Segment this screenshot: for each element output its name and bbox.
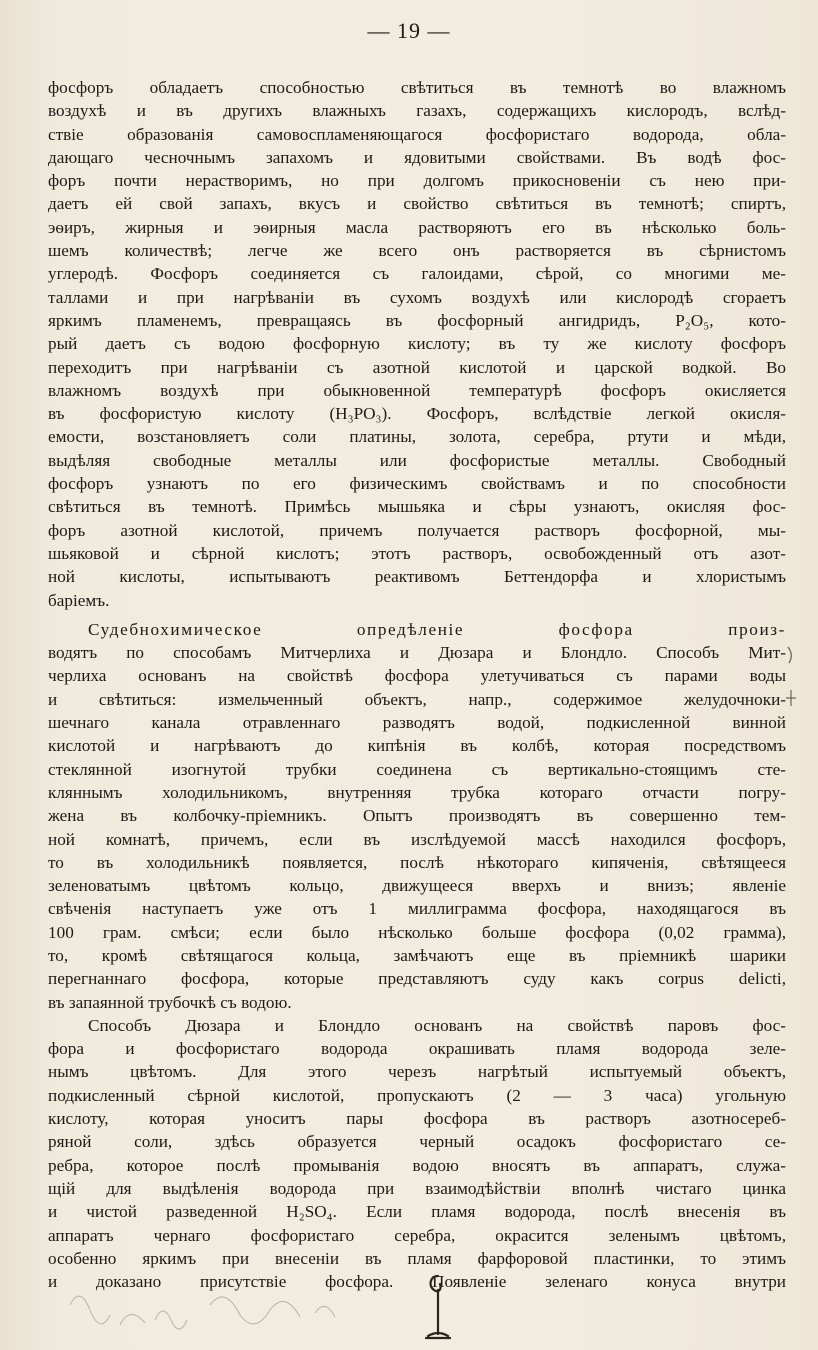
text-line: въ фосфористую кислоту (H₃PO₃). Фосфоръ, вслѣдствіе легкой окисля- xyxy=(48,404,786,424)
text-line: фора и фосфористаго водорода окрашивать пламя водорода зеле- xyxy=(48,1039,786,1059)
text-line: ствіе образованія самовоспламеняющагося фосфористаго водорода, обла- xyxy=(48,124,786,144)
text-line: и доказано присутствіе фосфора. Появленіе зеленаго конуса внутри xyxy=(48,1272,786,1292)
text-line: ребра, которое послѣ промыванія водою вносятъ въ аппаратъ, служа- xyxy=(48,1155,786,1175)
section-heading-line: Судебнохимическое опредѣленіе фосфора произ- xyxy=(88,619,786,639)
text-line: аппаратъ чернаго фосфористаго серебра, окрасится зеленымъ цвѣтомъ, xyxy=(48,1225,786,1245)
text-line: подкисленный сѣрной кислотой, пропускаютъ (2 — 3 часа) угольную xyxy=(48,1085,786,1105)
text-line: свѣтиться въ темнотѣ. Примѣсь мышьяка и сѣры узнаютъ, окисляя фос- xyxy=(48,497,786,517)
text-line: зеленоватымъ цвѣтомъ кольцо, движущееся вверхъ и внизъ; явленіе xyxy=(48,876,786,896)
text-line: дающаго чесночнымъ запахомъ и ядовитыми свойствами. Въ водѣ фос- xyxy=(48,147,786,167)
text-line: переходитъ при нагрѣваніи съ азотной кислотой и царской водкой. Во xyxy=(48,357,786,377)
text-line: то въ холодильникѣ появляется, послѣ нѣкотораго кипяченія, свѣтящееся xyxy=(48,852,786,872)
paragraph-phosphorus-properties xyxy=(48,76,786,612)
text-line: нымъ цвѣтомъ. Для этого черезъ нагрѣтый испытуемый объектъ, xyxy=(48,1062,786,1082)
text-line: влажномъ воздухѣ при обыкновенной температурѣ фосфоръ окисляется xyxy=(48,380,786,400)
text-line: кислоту, которая уноситъ пары фосфора въ растворъ азотносереб- xyxy=(48,1109,786,1129)
margin-pencil-mark-icon xyxy=(784,688,798,708)
text-line: черлиха основанъ на свойствѣ фосфора улетучиваться съ парами воды xyxy=(48,666,786,686)
page-number: — 19 — xyxy=(367,18,451,43)
body-text xyxy=(48,76,786,1293)
text-line: углеродѣ. Фосфоръ соединяется съ галоидами, сѣрой, со многими ме- xyxy=(48,264,786,284)
text-line: таллами и при нагрѣваніи въ сухомъ воздухѣ или кислородѣ сгораетъ xyxy=(48,287,786,307)
text-line: Способъ Дюзара и Блондло основанъ на свойствѣ паровъ фос- xyxy=(88,1015,786,1035)
paragraph-forensic-detection xyxy=(48,618,786,1014)
text-line: фосфоръ узнаютъ по его физическимъ свойствамъ и по способности xyxy=(48,474,786,494)
text-line: жена въ колбочку-пріемникъ. Опытъ производятъ въ совершенно тем- xyxy=(48,806,786,826)
text-line: и чистой разведенной H₂SO₄. Если пламя водорода, послѣ внесенія въ xyxy=(48,1202,786,1222)
text-line: то, кромѣ свѣтящагося кольца, замѣчаютъ еще въ пріемникѣ шарики xyxy=(48,945,786,965)
tailpiece-ornament-icon xyxy=(418,1272,458,1344)
text-line: ряной соли, здѣсь образуется черный осадокъ фосфористаго се- xyxy=(48,1132,786,1152)
margin-pencil-mark-icon xyxy=(784,645,798,665)
text-line: шемъ количествѣ; легче же всего онъ растворяется въ сѣрнистомъ xyxy=(48,241,786,261)
text-line: яркимъ пламенемъ, превращаясь въ фосфорный ангидридъ, P₂O₅, кото- xyxy=(48,310,786,330)
text-line: баріемъ. xyxy=(48,590,110,610)
text-line: стеклянной изогнутой трубки соединена съ вертикально-стоящимъ сте- xyxy=(48,759,786,779)
text-line: 100 грам. смѣси; если было нѣсколько больше фосфора (0,02 грамма), xyxy=(48,922,786,942)
pencil-marginalia-icon xyxy=(60,1275,360,1345)
text-line: даетъ ей свой запахъ, вкусъ и свойство свѣтиться въ темнотѣ; спиртъ, xyxy=(48,194,786,214)
text-line: фосфоръ обладаетъ способностью свѣтиться въ темнотѣ во влажномъ xyxy=(48,78,786,97)
text-line: щій для выдѣленія водорода при взаимодѣйствіи вполнѣ чистаго цинка xyxy=(48,1178,786,1198)
text-line: кляннымъ холодильникомъ, внутренняя трубка котораго отчасти погру- xyxy=(48,782,786,802)
text-line: кислотой и нагрѣваютъ до кипѣнія въ колбѣ, которая посредствомъ xyxy=(48,736,786,756)
text-line: эѳиръ, жирныя и эѳирныя масла растворяютъ его въ нѣсколько боль- xyxy=(48,217,786,237)
text-line: въ запаянной трубочкѣ съ водою. xyxy=(48,992,292,1012)
text-line: свѣченія наступаетъ уже отъ 1 миллиграмма фосфора, находящагося въ xyxy=(48,899,786,919)
text-line: форъ почти нерастворимъ, но при долгомъ прикосновеніи съ нею при- xyxy=(48,171,786,191)
text-line: шьяковой и сѣрной кислотъ; этотъ растворъ, освобожденный отъ азот- xyxy=(48,543,786,563)
text-line: рый даетъ съ водою фосфорную кислоту; въ ту же кислоту фосфоръ xyxy=(48,334,786,354)
text-line: ной кислоты, испытываютъ реактивомъ Беттендорфа и хлористымъ xyxy=(48,567,786,587)
text-line: особенно яркимъ при внесеніи въ пламя фарфоровой пластинки, то этимъ xyxy=(48,1248,786,1268)
text-line: емости, возстановляетъ соли платины, золота, серебра, ртути и мѣди, xyxy=(48,427,786,447)
text-line: воздухѣ и въ другихъ влажныхъ газахъ, содержащихъ кислородъ, вслѣд- xyxy=(48,101,786,121)
text-line: водятъ по способамъ Митчерлиха и Дюзара и Блондло. Способъ Мит- xyxy=(48,643,786,663)
text-line: выдѣляя свободные металлы или фосфористые металлы. Свободный xyxy=(48,450,786,470)
text-line: и свѣтиться: измельченный объектъ, напр., содержимое желудочноки- xyxy=(48,689,786,709)
text-line: перегнаннаго фосфора, которые представляютъ суду какъ corpus delicti, xyxy=(48,969,786,989)
text-line: форъ азотной кислотой, причемъ получается растворъ фосфорной, мы- xyxy=(48,520,786,540)
text-line: шечнаго канала отравленнаго разводятъ водой, подкисленной винной xyxy=(48,713,786,733)
paragraph-dusart-blondlot-method xyxy=(48,1014,786,1294)
text-line: ной комнатѣ, причемъ, если въ изслѣдуемой массѣ находился фосфоръ, xyxy=(48,829,786,849)
